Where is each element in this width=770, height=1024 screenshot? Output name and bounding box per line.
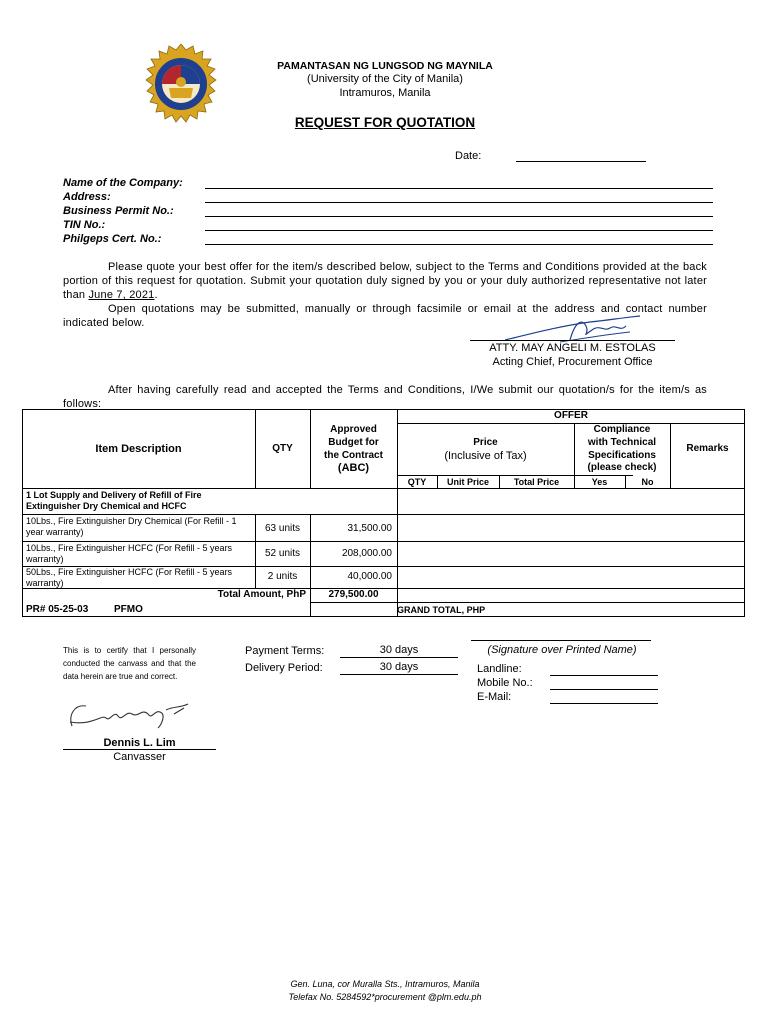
date-label: Date: bbox=[455, 150, 482, 162]
table-row-2-abc: 208,000.00 bbox=[341, 548, 392, 559]
delivery-period-line bbox=[340, 674, 458, 675]
payment-terms-line bbox=[340, 657, 458, 658]
col-unit-price: Unit Price bbox=[446, 477, 489, 487]
col-abc-line4: (ABC) bbox=[337, 462, 370, 474]
page-title: REQUEST FOR QUOTATION bbox=[294, 115, 476, 130]
delivery-period-label: Delivery Period: bbox=[245, 662, 323, 674]
address-label: Address: bbox=[63, 191, 111, 203]
table-row-1-abc: 31,500.00 bbox=[347, 523, 392, 534]
col-compliance-1: Compliance bbox=[593, 424, 651, 435]
date-field[interactable] bbox=[516, 161, 646, 162]
tin-label: TIN No.: bbox=[63, 219, 106, 231]
procurement-officer-name: ATTY. MAY ANGELI M. ESTOLAS bbox=[489, 342, 656, 354]
table-row-3-qty: 2 units bbox=[267, 571, 298, 582]
grand-total-label: GRAND TOTAL, PHP bbox=[397, 605, 486, 615]
col-price-tax: (Inclusive of Tax) bbox=[444, 450, 527, 462]
col-total-price: Total Price bbox=[513, 477, 560, 487]
philgeps-label: Philgeps Cert. No.: bbox=[63, 233, 162, 245]
delivery-period-value[interactable]: 30 days bbox=[379, 661, 419, 673]
col-compliance-2: with Technical bbox=[587, 437, 657, 448]
total-amount-value: 279,500.00 bbox=[328, 589, 379, 600]
col-offer: OFFER bbox=[554, 410, 588, 421]
canvasser-signature-icon bbox=[62, 696, 212, 738]
supplier-signature-line[interactable] bbox=[471, 640, 651, 641]
deadline-date: June 7, 2021 bbox=[88, 289, 155, 301]
col-price: Price bbox=[473, 437, 498, 448]
address-field[interactable] bbox=[205, 202, 713, 203]
instructions-period: . bbox=[154, 289, 158, 301]
total-amount-label: Total Amount, PhP bbox=[217, 589, 306, 600]
footer-contact: Telefax No. 5284592*procurement @plm.edu.ph bbox=[288, 992, 482, 1002]
canvasser-role: Canvasser bbox=[113, 751, 166, 763]
mobile-label: Mobile No.: bbox=[477, 677, 533, 689]
footer-address: Gen. Luna, cor Muralla Sts., Intramuros, Manila bbox=[290, 979, 480, 989]
email-field[interactable] bbox=[550, 703, 658, 704]
landline-label: Landline: bbox=[477, 663, 522, 675]
company-fields bbox=[63, 176, 203, 246]
procurement-signature-line bbox=[470, 340, 675, 341]
business-permit-field[interactable] bbox=[205, 216, 713, 217]
university-name: PAMANTASAN NG LUNGSOD NG MAYNILA bbox=[277, 60, 493, 72]
col-abc-line1: Approved bbox=[330, 424, 377, 435]
contacts bbox=[477, 662, 533, 704]
table-row-2-qty: 52 units bbox=[264, 548, 301, 559]
company-name-label: Name of the Company: bbox=[63, 177, 183, 189]
payment-terms-label: Payment Terms: bbox=[245, 645, 325, 657]
table-row-1-qty: 63 units bbox=[264, 523, 301, 534]
table-row-1-desc: 10Lbs., Fire Extinguisher Dry Chemical (For Refill - 1 year warranty) bbox=[26, 516, 237, 537]
landline-field[interactable] bbox=[550, 675, 658, 676]
procurement-officer-position: Acting Chief, Procurement Office bbox=[492, 356, 653, 368]
acceptance-paragraph: After having carefully read and accepted the Terms and Conditions, I/We submit our quotation/s for the item/s as follows: bbox=[63, 384, 707, 410]
table-row-2-desc: 10Lbs., Fire Extinguisher HCFC (For Refill - 5 years warranty) bbox=[26, 543, 233, 564]
submission-paragraph: Open quotations may be submitted, manually or through facsimile or email at the address and contact number indicated below. bbox=[63, 303, 707, 329]
col-yes: Yes bbox=[591, 477, 608, 487]
canvasser-signature-line bbox=[63, 749, 216, 750]
company-name-field[interactable] bbox=[205, 188, 713, 189]
email-label: E-Mail: bbox=[477, 691, 512, 703]
table-row-3-abc: 40,000.00 bbox=[347, 571, 392, 582]
payment-terms-value[interactable]: 30 days bbox=[379, 644, 419, 656]
instructions-paragraph bbox=[63, 260, 707, 302]
col-no: No bbox=[641, 477, 654, 487]
department: PFMO bbox=[114, 604, 143, 615]
instructions-text: Please quote your best offer for the item/s described below, subject to the Terms and Conditions provided at the back portion of this request for quotation. Submit your quotation duly signed by you or your duly authorized representative not later than bbox=[63, 261, 707, 301]
col-compliance-4: (please check) bbox=[587, 462, 657, 473]
mobile-field[interactable] bbox=[550, 689, 658, 690]
col-item-description: Item Description bbox=[95, 443, 182, 455]
university-location: Intramuros, Manila bbox=[339, 87, 431, 99]
col-qty: QTY bbox=[272, 443, 293, 454]
business-permit-label: Business Permit No.: bbox=[63, 205, 174, 217]
col-abc-line2: Budget for bbox=[328, 437, 379, 448]
certification-text: This is to certify that I personally conducted the canvass and that the data herein are true and correct. bbox=[63, 646, 196, 681]
col-compliance-3: Specifications bbox=[588, 450, 656, 461]
col-remarks: Remarks bbox=[686, 443, 729, 454]
lot-title: 1 Lot Supply and Delivery of Refill of Fire Extinguisher Dry Chemical and HCFC bbox=[26, 490, 202, 511]
university-seal-icon bbox=[140, 43, 222, 125]
table-row-3-desc: 50Lbs., Fire Extinguisher HCFC (For Refill - 5 years warranty) bbox=[26, 567, 233, 588]
university-english-name: (University of the City of Manila) bbox=[307, 73, 463, 85]
philgeps-field[interactable] bbox=[205, 244, 713, 245]
canvasser-name: Dennis L. Lim bbox=[103, 737, 176, 749]
supplier-signature-caption: (Signature over Printed Name) bbox=[487, 644, 637, 656]
tin-field[interactable] bbox=[205, 230, 713, 231]
pr-number: PR# 05-25-03 bbox=[26, 604, 89, 615]
col-abc-line3: the Contract bbox=[324, 450, 383, 461]
col-offer-qty: QTY bbox=[407, 477, 427, 487]
